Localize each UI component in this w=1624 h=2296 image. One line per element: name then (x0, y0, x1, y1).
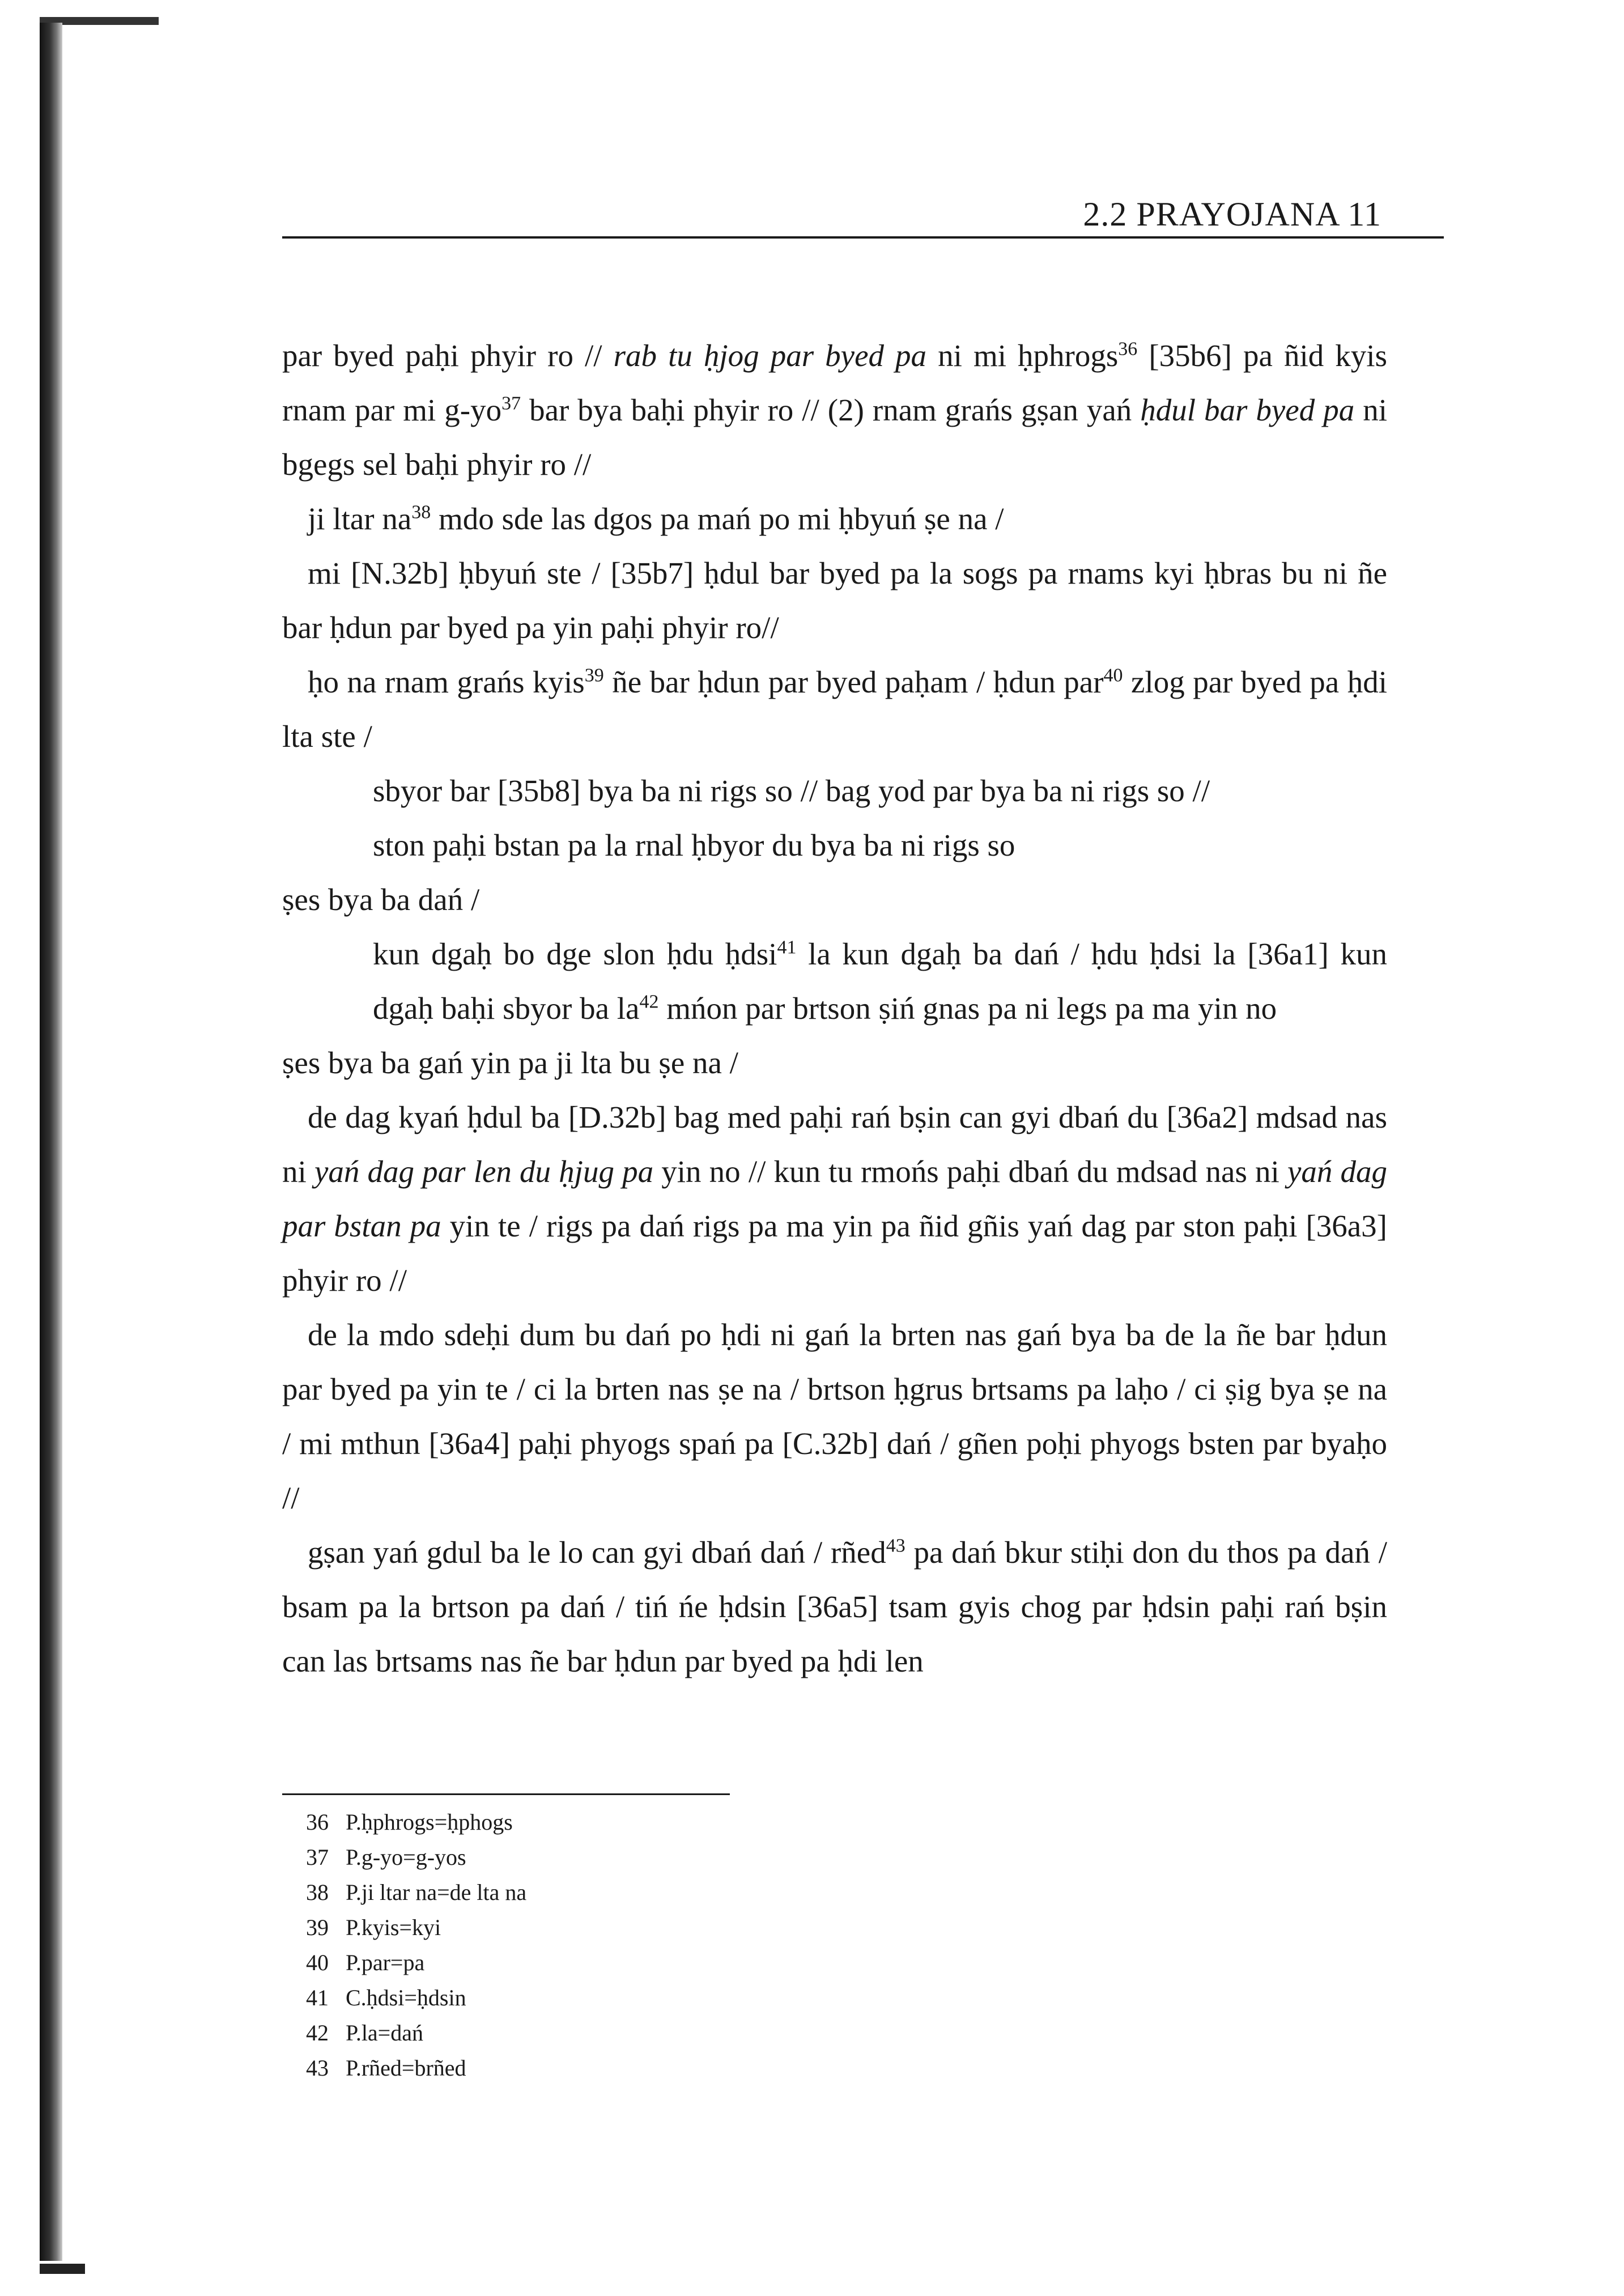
footnote-ref-36[interactable]: 36 (1118, 338, 1138, 360)
emphasis-term: yań dag par bstan pa (282, 1154, 1387, 1243)
footnote-39: 39 P.kyis=kyi (306, 1915, 441, 1940)
footnote-42: 42 P.la=dań (306, 2020, 423, 2046)
quotation-2: kun dgaḥ bo dge slon ḥdu ḥdsi$^{41}$ la kun dgaḥ ba dań / ḥdu ḥdsi la [36a1] kun dgaḥ baḥi sbyor ba $la^{42}$ mńon par brtson ṣiń gnas pa ni legs pa ma yin no (373, 937, 1387, 1026)
paragraph-9: gṣan yań gdul ba le lo can gyi dbań dań / rñed$^{43}$ pa dań bkur stiḥi don du thos pa dań / bsam pa la brtson pa dań / tiń ńe ḥdsin [36a5] tsam gyis chog par ḥdsin paḥi rań bṣin can las brtsams nas ñe bar ḥdun par byed pa ḥdi len (282, 1535, 1387, 1678)
footnote-ref-41[interactable]: 41 (777, 937, 797, 958)
footnote-ref-40[interactable]: 40 (1103, 665, 1123, 686)
footnote-36: 36 P.ḥphrogs=ḥphogs (306, 1809, 513, 1835)
emphasis-term: rab tu ḥjog par byed pa (613, 338, 927, 373)
paragraph-6: ṣes bya ba gań yin pa ji lta bu ṣe na / (282, 1045, 738, 1080)
book-binding-bottom-edge (40, 2264, 85, 2274)
paragraph-7: de dag kyań ḥdul ba [D.32b] bag med paḥi rań bṣin can gyi dbań du [36a2] mdsad nas ni yań dag par len du ḥjug pa yin no // kun tu rmońs paḥi dbań du mdsad nas ni yań dag par bstan pa yin te / rigs pa dań rigs pa ma yin pa ñid gñis yań dag par ston paḥi [36a3] phyir ro // (282, 1100, 1388, 1298)
footnote-ref-37[interactable]: 37 (501, 393, 521, 414)
paragraph-1: par byed paḥi phyir ro // rab tu ḥjog par byed pa ni mi ḥphrogs$^{36}$ [35b6] pa ñid kyis rnam par mi $g-yo^{37}$ bar bya baḥi phyir ro // (2) rnam grańs gṣan yań ḥdul bar byed pa ni bgegs sel baḥi phyir ro // (282, 338, 1387, 482)
footnote-43: 43 P.rñed=brñed (306, 2055, 466, 2081)
main-text (282, 329, 1387, 1689)
emphasis-term: ḥdul bar byed pa (1140, 393, 1355, 427)
footnote-ref-38[interactable]: 38 (411, 501, 431, 523)
quotation-1 (282, 764, 1387, 873)
footnotes (306, 1805, 526, 2086)
emphasis-term: yań dag par len du ḥjug pa (314, 1154, 654, 1189)
quotation-line: ston paḥi bstan pa la rnal ḥbyor du bya ba ni rigs so (373, 828, 1015, 862)
book-binding-edge (40, 23, 62, 2261)
footnote-38: 38 P.ji ltar na=de lta na (306, 1880, 527, 1905)
footnote-ref-43[interactable]: 43 (886, 1535, 905, 1557)
footnote-separator (282, 1793, 730, 1795)
paragraph-4: ḥo na rnam grańs kyis$^{39}$ ñe bar ḥdun par byed paḥam / ḥdun par$^{40}$ zlog par byed pa ḥdi lta ste / (282, 665, 1387, 754)
paragraph-2: ji ltar $na^{38}$ mdo sde las dgos pa mań po mi ḥbyuń ṣe na / (308, 501, 1004, 536)
footnote-ref-42[interactable]: 42 (639, 991, 659, 1013)
footnote-40: 40 P.par=pa (306, 1950, 425, 1975)
footnote-37: 37 P.g-yo=g-yos (306, 1844, 466, 1870)
page-header (282, 195, 1444, 239)
paragraph-5: ṣes bya ba dań / (282, 882, 480, 917)
footnote-ref-39[interactable]: 39 (584, 665, 604, 686)
paragraph-3: mi [N.32b] ḥbyuń ste / [35b7] ḥdul bar byed pa la sogs pa rnams kyi ḥbras bu ni ñe bar ḥdun par byed pa yin paḥi phyir ro// (282, 556, 1387, 645)
running-head: 2.2 PRAYOJANA 11 (1083, 195, 1381, 233)
footnote-41: 41 C.ḥdsi=ḥdsin (306, 1985, 466, 2010)
quotation-line: sbyor bar [35b8] bya ba ni rigs so // bag yod par bya ba ni rigs so // (373, 773, 1210, 808)
paragraph-8: de la mdo sdeḥi dum bu dań po ḥdi ni gań la brten nas gań bya ba de la ñe bar ḥdun par byed pa yin te / ci la brten nas ṣe na / brtson ḥgrus brtsams pa laḥo / ci ṣig bya ṣe na / mi mthun [36a4] paḥi phyogs spań pa [C.32b] dań / gñen poḥi phyogs bsten par byaḥo // (282, 1317, 1387, 1515)
